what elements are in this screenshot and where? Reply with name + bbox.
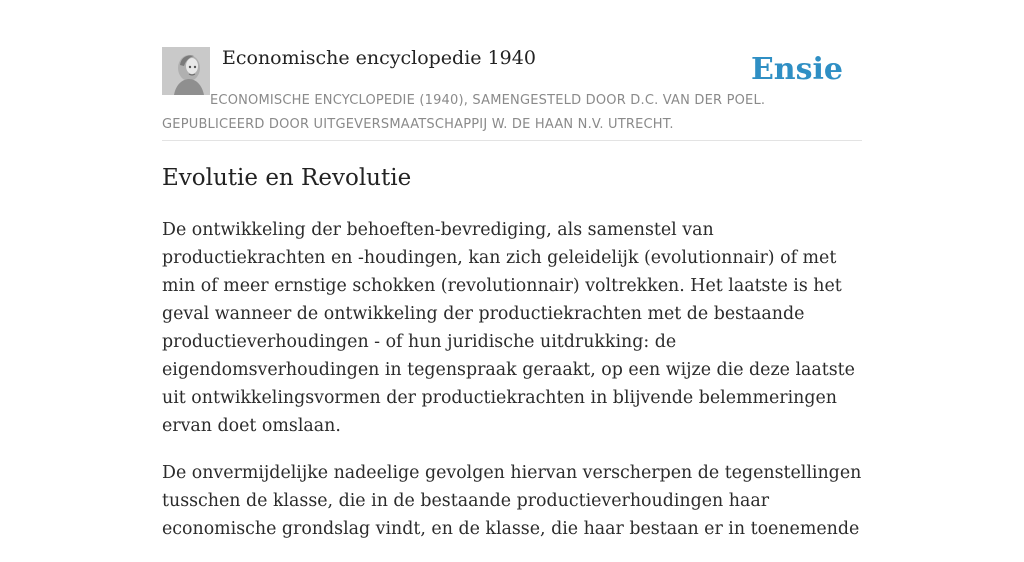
source-description (162, 89, 862, 137)
page (162, 0, 862, 539)
brand-logo[interactable]: Ensie (750, 52, 843, 87)
site-title[interactable]: Economische encyclopedie 1940 (222, 47, 536, 69)
author-portrait[interactable] (162, 47, 210, 95)
source-description-line-2: GEPUBLICEERD DOOR UITGEVERSMAATSCHAPPIJ W. DE HAAN N.V. UTRECHT. (162, 117, 674, 132)
header (162, 0, 862, 141)
article-body (162, 216, 862, 562)
article-title: Evolutie en Revolutie (162, 165, 412, 191)
article-paragraph-2: De onvermijdelijke nadeelige gevolgen hiervan verscherpen de tegenstellingen tusschen de klasse, die in de bestaande productieverhoudingen haar economische grondslag vindt, en de klasse, die haar bestaan er in toenemende (162, 463, 862, 539)
portrait-image (162, 47, 210, 95)
article-paragraph-1: De ontwikkeling der behoeften-bevrediging, als samenstel van productiekrachten en -houdingen, kan zich geleidelijk (evolutionnair) of met min of meer ernstige schokken (revolutionnair) voltrekken. Het laatste is het geval wanneer de ontwikkeling der productiekrachten met de bestaande productieverhoudingen - of hun juridische uitdrukking: de eigendomsverhoudingen in tegenspraak geraakt, op een wijze die deze laatste uit ontwikkelingsvormen der productiekrachten in blijvende belemmeringen ervan doet omslaan. (162, 220, 855, 436)
source-description-line-1: ECONOMISCHE ENCYCLOPEDIE (1940), SAMENGESTELD DOOR D.C. VAN DER POEL. (210, 93, 766, 108)
